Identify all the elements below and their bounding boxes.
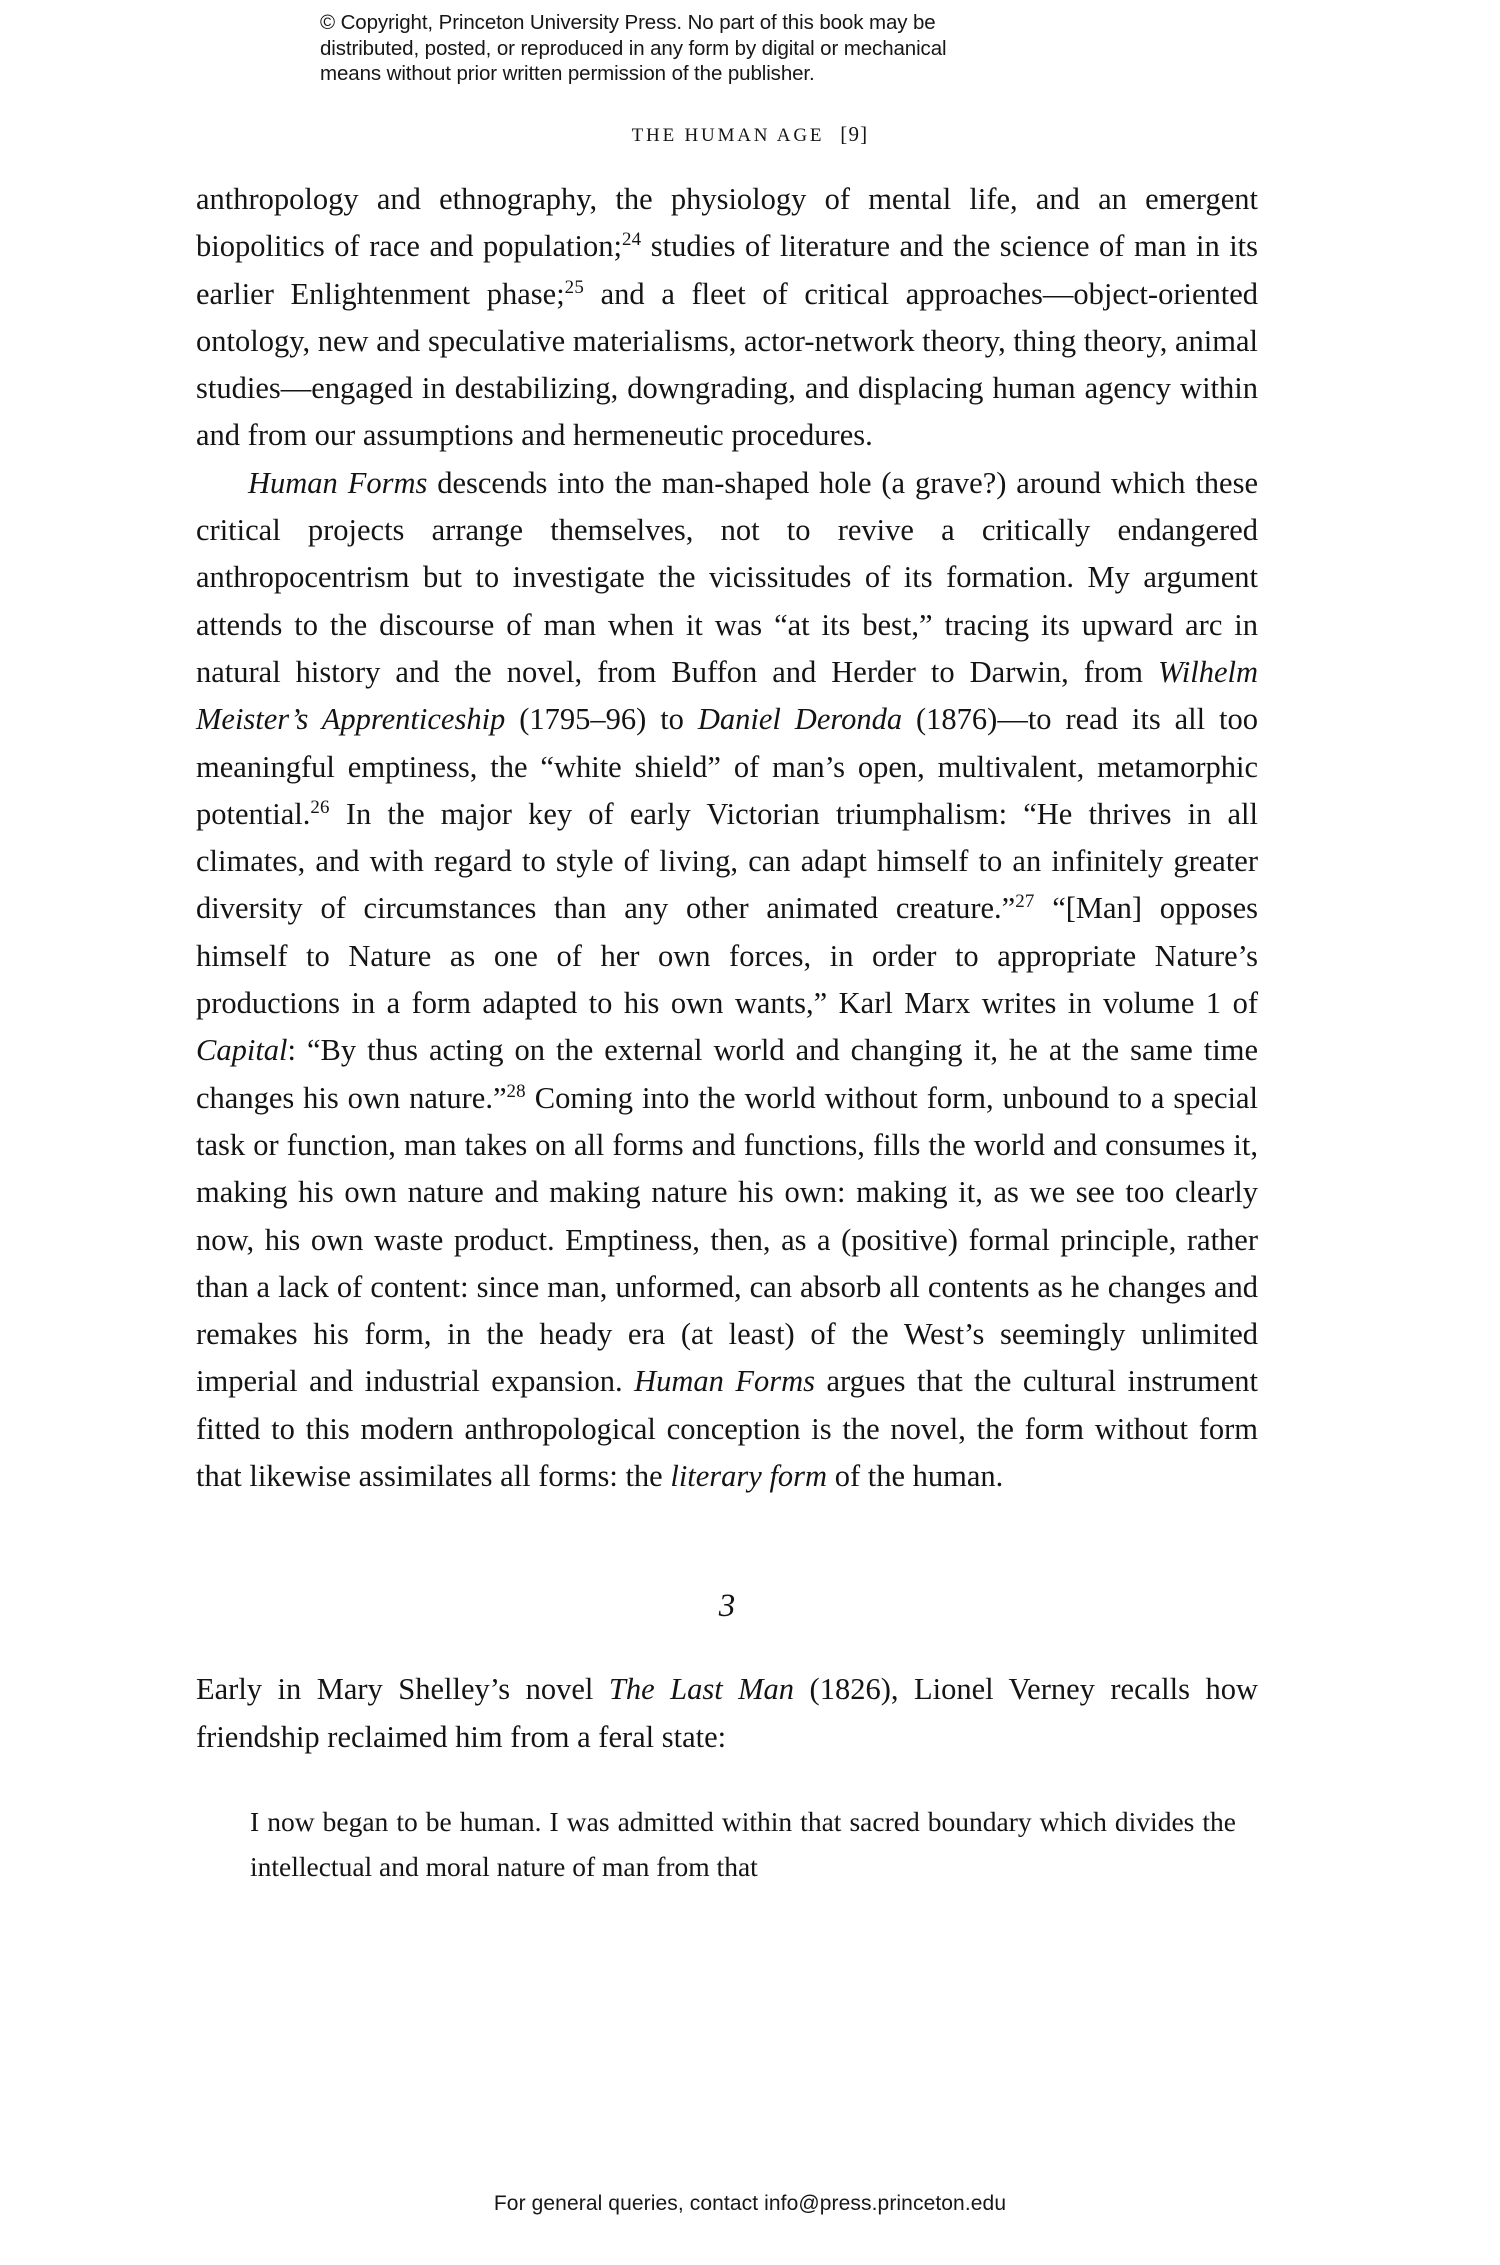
footnote-marker-28: 28 (506, 1080, 526, 1102)
par2-text-2: (1795–96) to (505, 702, 698, 737)
par2-text-9: of the human. (827, 1459, 1004, 1494)
par2-text-7: Coming into the world without form, unbound to a special task or function, man takes on all forms and functions, fills the world and consumes it, making his own nature and making nature his own: making it, as we see too clearly now, his own waste product. Emptiness, then, as a (positive) formal principle, rather than a lack of content: since man, unformed, can absorb all contents as he changes and remakes his form, in the heady era (at least) of the West’s seemingly unlimited imperial and industrial expansion. (196, 1080, 1259, 1399)
par1-text-3: and a fleet of critical approaches—object-oriented ontology, new and speculative materialisms, actor-network theory, thing theory, animal studies—engaged in destabilizing, downgrading, and displacing human agency within and from our assumptions and hermeneutic procedures. (196, 276, 1258, 453)
par3-text-1: Early in Mary Shelley’s novel (196, 1672, 609, 1707)
par2-text-4: In the major key of early Victorian triumphalism: “He thrives in all climates, and with regard to style of living, can adapt himself to an infinitely greater diversity of circumstances than any other animated creature.” (196, 796, 1258, 926)
footnote-marker-24: 24 (621, 229, 642, 251)
paragraph-continuation (196, 176, 1258, 460)
title-capital: Capital (196, 1033, 288, 1068)
paragraph-last-man (196, 1666, 1258, 1761)
title-human-forms: Human Forms (248, 465, 428, 500)
title-the-last-man: The Last Man (608, 1672, 795, 1707)
par1-text-2: studies of literature and the science of man in its earlier Enlightenment phase; (196, 229, 1259, 311)
title-wilhelm-meisters-apprenticeship: Wilhelm Meister’s Apprenticeship (196, 654, 1258, 737)
par1-text-1: anthropology and ethnography, the physiology of mental life, and an emergent biopolitics of race and population; (196, 182, 1258, 264)
block-quote: I now began to be human. I was admitted within that sacred boundary which divides the intellectual and moral nature of man from that (250, 1805, 1236, 1882)
par2-text-5: “[Man] opposes himself to Nature as one of her own forces, in order to appropriate Nature’s productions in a form adapted to his own wants,” Karl Marx writes in volume 1 of (196, 891, 1258, 1021)
section-number: 3 (718, 1588, 736, 1625)
paragraph-human-forms (196, 460, 1258, 1501)
copyright-notice: © Copyright, Princeton University Press. No part of this book may be distributed, posted, or reproduced in any form by digital or mechanical means without prior written permission of the publisher. (320, 11, 947, 85)
footnote-marker-26: 26 (310, 796, 330, 818)
title-human-forms-2: Human Forms (634, 1364, 815, 1399)
par2-text-6: : “By thus acting on the external world and changing it, he at the same time changes his own nature.” (196, 1033, 1258, 1115)
par2-text-3: (1876)—to read its all too meaningful emptiness, the “white shield” of man’s open, multivalent, metamorphic potential. (196, 702, 1258, 831)
par3-text-2: (1826), Lionel Verney recalls how friendship reclaimed him from a feral state: (196, 1672, 1258, 1754)
par2-text-1: descends into the man-shaped hole (a grave?) around which these critical projects arrange themselves, not to revive a critically endangered anthropocentrism but to investigate the vicissitudes of its formation. My argument attends to the discourse of man when it was “at its best,” tracing its upward arc in natural history and the novel, from Buffon and Herder to Darwin, from (196, 465, 1258, 689)
main-text-column (196, 176, 1258, 1889)
running-head-title: THE HUMAN AGE (631, 125, 825, 146)
page-folio: [9] (840, 122, 869, 146)
phrase-literary-form: literary form (670, 1459, 828, 1494)
footnote-marker-27: 27 (1015, 891, 1035, 913)
title-daniel-deronda: Daniel Deronda (697, 702, 903, 737)
par2-text-8: argues that the cultural instrument fitted to this modern anthropological conception is the novel, the form without form that likewise assimilates all forms: the (196, 1364, 1258, 1494)
footer-contact-note: For general queries, contact info@press.princeton.edu (493, 2192, 1007, 2215)
footnote-marker-25: 25 (564, 276, 584, 298)
running-head (0, 122, 1500, 147)
